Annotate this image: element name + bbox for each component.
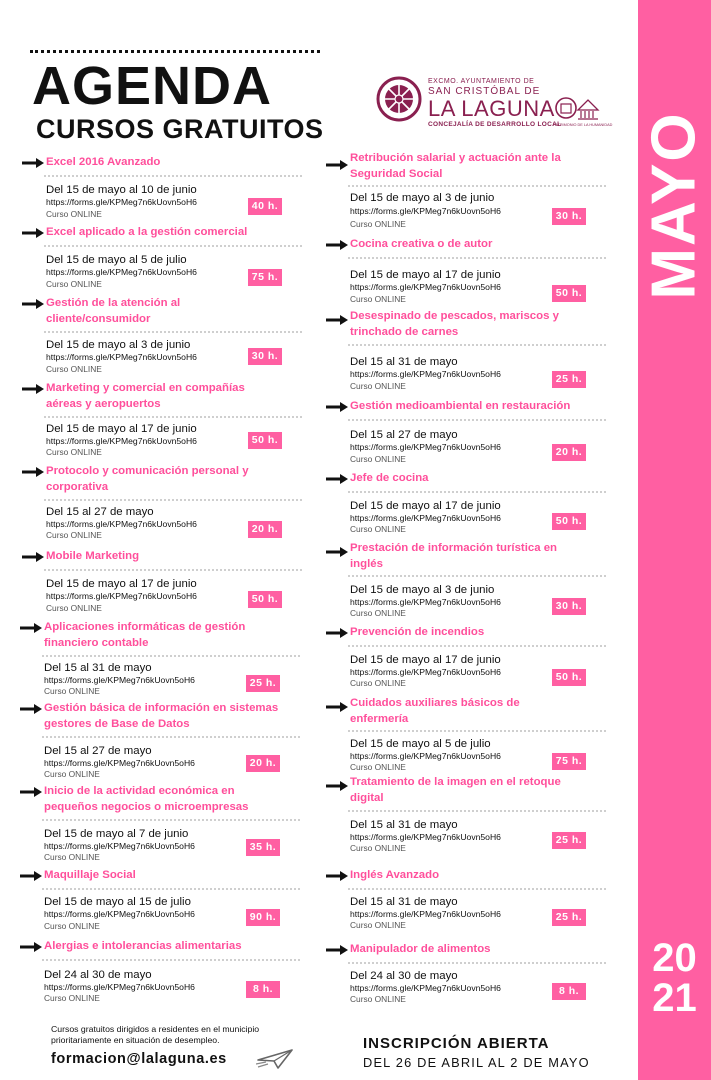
paper-plane-icon	[256, 1048, 294, 1070]
dotted-divider	[42, 888, 300, 890]
arrow-icon	[22, 299, 44, 309]
course-link[interactable]: https://forms.gle/KPMeg7n6kUovn5oH6	[46, 197, 197, 207]
course-link[interactable]: https://forms.gle/KPMeg7n6kUovn5oH6	[44, 758, 195, 768]
course-link[interactable]: https://forms.gle/KPMeg7n6kUovn5oH6	[46, 519, 197, 529]
arrow-icon	[326, 240, 348, 250]
arrow-icon	[22, 158, 44, 168]
hours-badge: 30 h.	[248, 348, 282, 365]
dotted-divider	[348, 344, 606, 346]
course-link[interactable]: https://forms.gle/KPMeg7n6kUovn5oH6	[44, 982, 195, 992]
course-dates: Del 15 al 31 de mayo	[350, 356, 458, 368]
dotted-divider	[44, 175, 302, 177]
hours-badge: 20 h.	[246, 755, 280, 772]
hours-badge: 75 h.	[248, 269, 282, 286]
course-mode: Curso ONLINE	[44, 852, 100, 862]
course-dates: Del 15 de mayo al 17 de junio	[46, 423, 197, 435]
dotted-divider	[42, 959, 300, 961]
arrow-icon	[326, 547, 348, 557]
course-title: Prevención de incendios	[350, 626, 485, 638]
dotted-divider	[348, 185, 606, 187]
course-dates: Del 15 de mayo al 10 de junio	[46, 184, 197, 196]
course-link[interactable]: https://forms.gle/KPMeg7n6kUovn5oH6	[350, 597, 501, 607]
course-dates: Del 15 al 27 de mayo	[44, 745, 152, 757]
course-mode: Curso ONLINE	[44, 769, 100, 779]
course-dates: Del 15 de mayo al 3 de junio	[46, 339, 191, 351]
hours-badge: 30 h.	[552, 208, 586, 225]
course-dates: Del 15 de mayo al 17 de junio	[350, 654, 501, 666]
course-title: Desespinado de pescados, mariscos y trinchado de carnes	[350, 310, 559, 338]
course-link[interactable]: https://forms.gle/KPMeg7n6kUovn5oH6	[44, 841, 195, 851]
course-dates: Del 15 de mayo al 17 de junio	[350, 500, 501, 512]
course-mode: Curso ONLINE	[46, 364, 102, 374]
arrow-icon	[326, 945, 348, 955]
course-dates: Del 15 de mayo al 15 de julio	[44, 896, 191, 908]
inscription-dates: DEL 26 DE ABRIL AL 2 DE MAYO	[363, 1055, 590, 1070]
course-dates: Del 15 de mayo al 5 de julio	[46, 254, 187, 266]
hours-badge: 30 h.	[552, 598, 586, 615]
arrow-icon	[22, 384, 44, 394]
course-link[interactable]: https://forms.gle/KPMeg7n6kUovn5oH6	[350, 206, 501, 216]
dotted-divider	[348, 257, 606, 259]
course-dates: Del 15 al 31 de mayo	[350, 819, 458, 831]
course-mode: Curso ONLINE	[46, 603, 102, 613]
course-title: Inglés Avanzado	[350, 869, 440, 881]
course-dates: Del 24 al 30 de mayo	[350, 970, 458, 982]
arrow-icon	[326, 315, 348, 325]
course-mode: Curso ONLINE	[350, 524, 406, 534]
course-dates: Del 24 al 30 de mayo	[44, 969, 152, 981]
arrow-icon	[326, 160, 348, 170]
hours-badge: 8 h.	[246, 981, 280, 998]
page-title: AGENDA	[32, 56, 273, 116]
course-dates: Del 15 al 31 de mayo	[44, 662, 152, 674]
hours-badge: 8 h.	[552, 983, 586, 1000]
hours-badge: 25 h.	[552, 909, 586, 926]
month-label: MAYO	[640, 110, 709, 300]
course-dates: Del 15 de mayo al 5 de julio	[350, 738, 491, 750]
dotted-divider	[44, 331, 302, 333]
course-link[interactable]: https://forms.gle/KPMeg7n6kUovn5oH6	[46, 436, 197, 446]
hours-badge: 25 h.	[552, 832, 586, 849]
course-mode: Curso ONLINE	[350, 454, 406, 464]
course-mode: Curso ONLINE	[44, 993, 100, 1003]
course-mode: Curso ONLINE	[350, 678, 406, 688]
contact-email-link[interactable]: formacion@lalaguna.es	[51, 1051, 227, 1067]
course-link[interactable]: https://forms.gle/KPMeg7n6kUovn5oH6	[350, 909, 501, 919]
hours-badge: 50 h.	[552, 669, 586, 686]
course-dates: Del 15 de mayo al 3 de junio	[350, 192, 495, 204]
arrow-icon	[326, 474, 348, 484]
course-link[interactable]: https://forms.gle/KPMeg7n6kUovn5oH6	[44, 675, 195, 685]
hours-badge: 40 h.	[248, 198, 282, 215]
year-label: 20 21	[652, 936, 697, 1020]
hours-badge: 90 h.	[246, 909, 280, 926]
arrow-icon	[20, 704, 42, 714]
course-mode: Curso ONLINE	[350, 219, 406, 229]
course-title: Tratamiento de la imagen en el retoque digital	[350, 776, 561, 804]
course-title: Alergias e intolerancias alimentarias	[44, 940, 242, 952]
course-mode: Curso ONLINE	[46, 447, 102, 457]
course-link[interactable]: https://forms.gle/KPMeg7n6kUovn5oH6	[350, 983, 501, 993]
hours-badge: 25 h.	[246, 675, 280, 692]
course-title: Aplicaciones informáticas de gestión financiero contable	[44, 621, 246, 649]
dotted-divider	[348, 491, 606, 493]
hours-badge: 50 h.	[552, 513, 586, 530]
course-dates: Del 15 de mayo al 7 de junio	[44, 828, 189, 840]
course-title: Manipulador de alimentos	[350, 943, 491, 955]
arrow-icon	[22, 552, 44, 562]
course-link[interactable]: https://forms.gle/KPMeg7n6kUovn5oH6	[350, 513, 501, 523]
course-title: Prestación de información turística en inglés	[350, 542, 557, 570]
dotted-divider	[44, 569, 302, 571]
course-link[interactable]: https://forms.gle/KPMeg7n6kUovn5oH6	[350, 751, 501, 761]
dotted-divider	[42, 655, 300, 657]
hours-badge: 20 h.	[552, 444, 586, 461]
dotted-divider	[42, 736, 300, 738]
course-link[interactable]: https://forms.gle/KPMeg7n6kUovn5oH6	[350, 282, 501, 292]
dotted-divider	[44, 416, 302, 418]
course-title: Retribución salarial y actuación ante la Seguridad Social	[350, 152, 561, 180]
dotted-divider	[348, 419, 606, 421]
course-mode: Curso ONLINE	[44, 686, 100, 696]
course-link[interactable]: https://forms.gle/KPMeg7n6kUovn5oH6	[46, 267, 197, 277]
header-dotted-divider	[30, 50, 320, 53]
course-title: Gestión medioambiental en restauración	[350, 400, 571, 412]
arrow-icon	[326, 871, 348, 881]
course-dates: Del 15 de mayo al 3 de junio	[350, 584, 495, 596]
dotted-divider	[348, 962, 606, 964]
inscription-title: INSCRIPCIÓN ABIERTA	[363, 1035, 550, 1052]
unesco-heritage-icon	[554, 96, 600, 126]
dotted-divider	[348, 888, 606, 890]
course-mode: Curso ONLINE	[350, 920, 406, 930]
dotted-divider	[44, 499, 302, 501]
hours-badge: 50 h.	[248, 591, 282, 608]
course-link[interactable]: https://forms.gle/KPMeg7n6kUovn5oH6	[46, 352, 197, 362]
course-mode: Curso ONLINE	[46, 530, 102, 540]
city-logo-text: EXCMO. AYUNTAMIENTO DE SAN CRISTÓBAL DE LA LAGUNA CONCEJALÍA DE DESARROLLO LOCAL	[428, 78, 562, 128]
course-mode: Curso ONLINE	[350, 762, 406, 772]
hours-badge: 35 h.	[246, 839, 280, 856]
arrow-icon	[20, 787, 42, 797]
course-mode: Curso ONLINE	[350, 994, 406, 1004]
hours-badge: 25 h.	[552, 371, 586, 388]
arrow-icon	[326, 402, 348, 412]
course-mode: Curso ONLINE	[350, 381, 406, 391]
course-link[interactable]: https://forms.gle/KPMeg7n6kUovn5oH6	[350, 369, 501, 379]
page-subtitle: CURSOS GRATUITOS	[36, 114, 324, 144]
course-dates: Del 15 de mayo al 17 de junio	[350, 269, 501, 281]
course-dates: Del 15 al 27 de mayo	[46, 506, 154, 518]
dotted-divider	[348, 730, 606, 732]
arrow-icon	[20, 623, 42, 633]
course-title: Gestión básica de información en sistemas gestores de Base de Datos	[44, 702, 279, 730]
unesco-caption: PATRIMONIO DE LA HUMANIDAD	[553, 123, 613, 127]
arrow-icon	[326, 781, 348, 791]
course-link[interactable]: https://forms.gle/KPMeg7n6kUovn5oH6	[44, 909, 195, 919]
hours-badge: 50 h.	[552, 285, 586, 302]
course-title: Marketing y comercial en compañías aéreas y aeropuertos	[46, 382, 245, 410]
course-title: Gestión de la atención al cliente/consumidor	[46, 297, 181, 325]
course-dates: Del 15 de mayo al 17 de junio	[46, 578, 197, 590]
hours-badge: 20 h.	[248, 521, 282, 538]
city-emblem-icon	[376, 76, 422, 122]
course-mode: Curso ONLINE	[350, 294, 406, 304]
dotted-divider	[42, 819, 300, 821]
course-link[interactable]: https://forms.gle/KPMeg7n6kUovn5oH6	[350, 667, 501, 677]
arrow-icon	[326, 628, 348, 638]
dotted-divider	[44, 245, 302, 247]
arrow-icon	[20, 871, 42, 881]
arrow-icon	[22, 228, 44, 238]
arrow-icon	[20, 942, 42, 952]
dotted-divider	[348, 645, 606, 647]
course-title: Jefe de cocina	[350, 472, 429, 484]
dotted-divider	[348, 810, 606, 812]
course-link[interactable]: https://forms.gle/KPMeg7n6kUovn5oH6	[350, 832, 501, 842]
arrow-icon	[326, 702, 348, 712]
course-mode: Curso ONLINE	[46, 279, 102, 289]
course-link[interactable]: https://forms.gle/KPMeg7n6kUovn5oH6	[46, 591, 197, 601]
course-mode: Curso ONLINE	[44, 921, 100, 931]
course-title: Excel 2016 Avanzado	[46, 156, 161, 168]
footer-note: Cursos gratuitos dirigidos a residentes en el municipio prioritariamente en situación de desempleo.	[51, 1024, 260, 1045]
course-title: Maquillaje Social	[44, 869, 136, 881]
course-dates: Del 15 al 27 de mayo	[350, 429, 458, 441]
course-title: Cocina creativa o de autor	[350, 238, 493, 250]
course-title: Protocolo y comunicación personal y corporativa	[46, 465, 249, 493]
course-title: Inicio de la actividad económica en pequeños negocios o microempresas	[44, 785, 249, 813]
course-link[interactable]: https://forms.gle/KPMeg7n6kUovn5oH6	[350, 442, 501, 452]
course-mode: Curso ONLINE	[46, 209, 102, 219]
course-mode: Curso ONLINE	[350, 843, 406, 853]
dotted-divider	[348, 575, 606, 577]
hours-badge: 50 h.	[248, 432, 282, 449]
hours-badge: 75 h.	[552, 753, 586, 770]
course-dates: Del 15 al 31 de mayo	[350, 896, 458, 908]
course-title: Cuidados auxiliares básicos de enfermería	[350, 697, 520, 725]
course-title: Mobile Marketing	[46, 550, 140, 562]
course-title: Excel aplicado a la gestión comercial	[46, 226, 248, 238]
arrow-icon	[22, 467, 44, 477]
course-mode: Curso ONLINE	[350, 608, 406, 618]
